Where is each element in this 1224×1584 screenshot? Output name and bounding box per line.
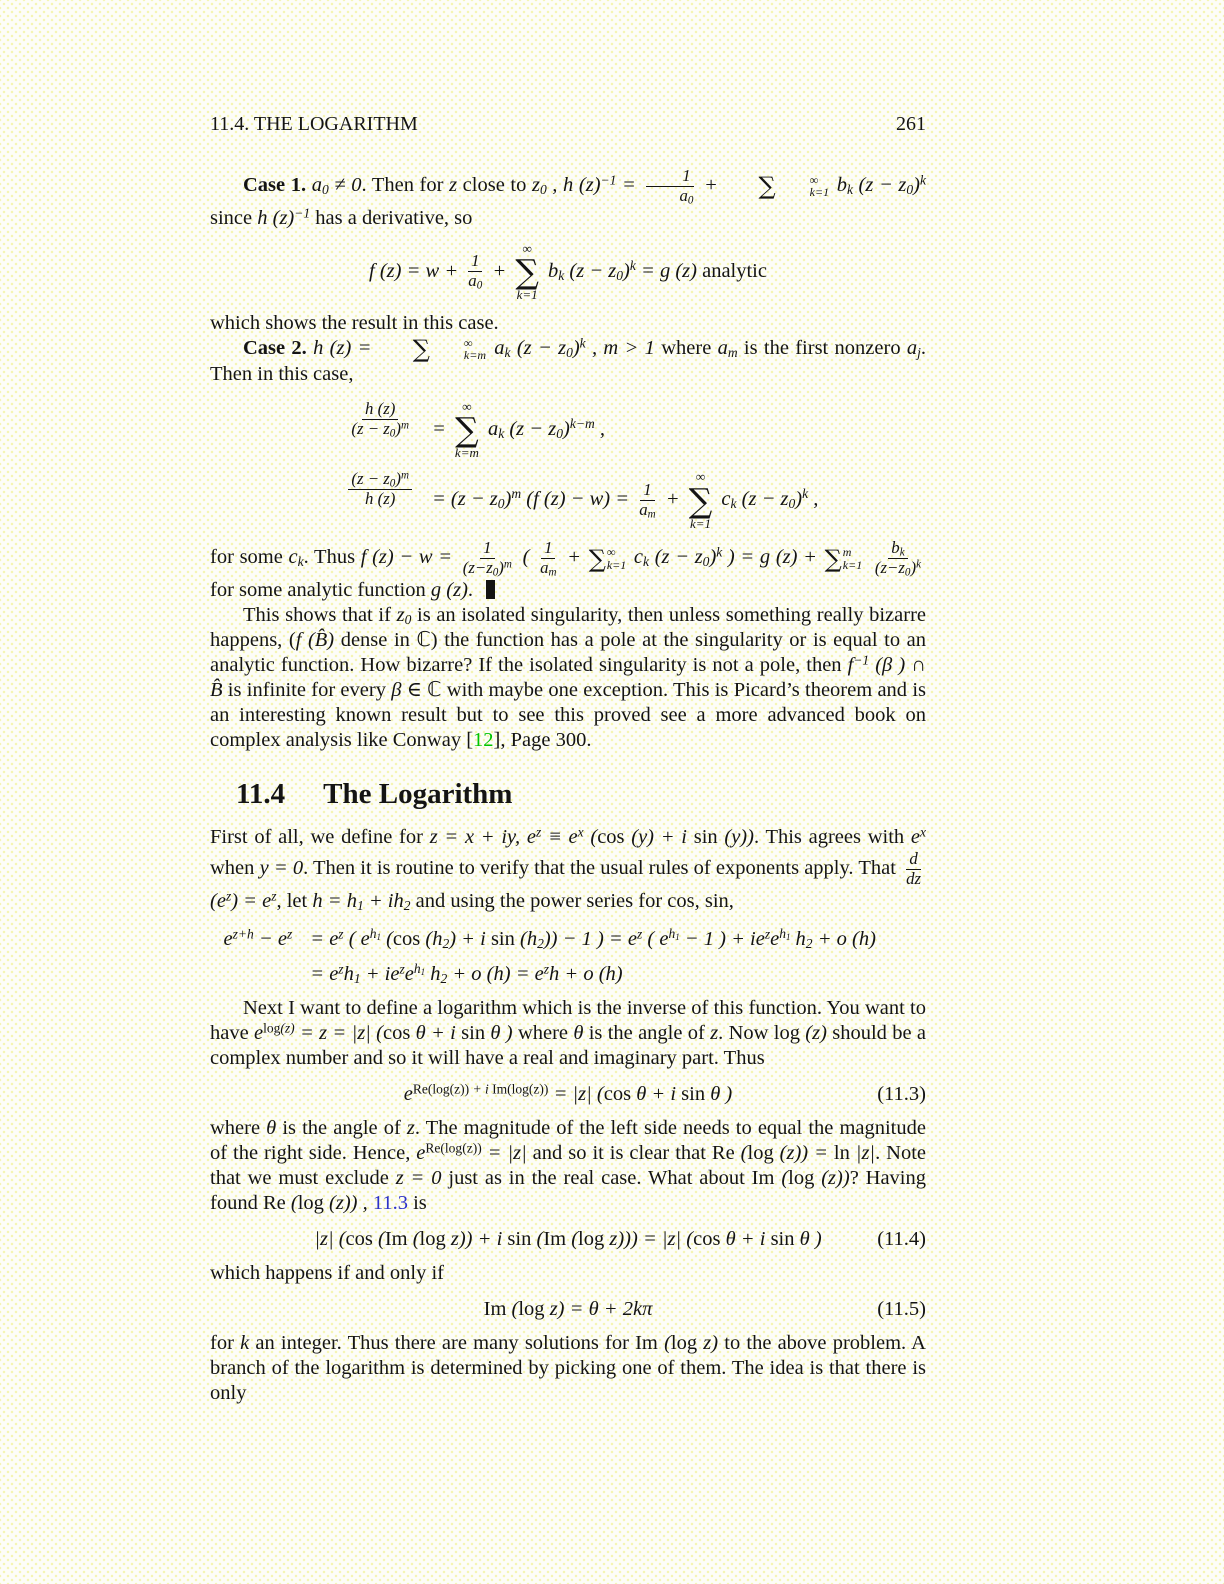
inline-math: $h = h_1 + ih_2$: [312, 889, 411, 913]
display-equation: |z| (cos (Im (log z)) + i sin (Im (log z))) = |z| (cos θ + i sin θ ) (11.4): [314, 1227, 926, 1250]
fraction: $\frac{b_k}{(z-z_0)^k}$: [874, 538, 921, 579]
citation-link[interactable]: 12: [473, 729, 494, 752]
inline-math: $a_j$: [906, 336, 921, 360]
paragraph: Case 1. $a_0 \ne 0$. Then for z close to $z_0$ , h $(z)^{-1}$ = $\frac{1}{a_0}$ + ∑ ∞ k=1 $b_k$ $(z - z_0)^k$ since h $(z)^{-1}$ has a derivative, so: [210, 166, 926, 229]
inline-math: f (B̂): [295, 629, 335, 652]
summation-inline: ∑ ∞ k=m: [412, 335, 486, 364]
inline-math: θ: [266, 1116, 277, 1139]
running-header-title: 11.4. THE LOGARITHM: [210, 113, 418, 135]
inline-math: z: [449, 174, 458, 197]
end-of-proof-marker: [486, 580, 495, 599]
paragraph: This shows that if $z_0$ is an isolated singularity, then unless something really bizarre happens, (f (B̂) dense in ℂ) the function has a pole at the singularity or is equal to an analytic function. How bizarre? If the isolated singularity is not a pole, then $f^{-1}$ (β ) ∩ B̂ is infinite for every β ∈ ℂ with maybe one exception. This is Picard’s theorem and is an interesting known result but to see this proved see a more advanced book on complex analysis like Conway [12], Page 300.: [210, 604, 927, 752]
display-equation: f (z) = w + $\frac{1}{a_0}$ + ∞ ∑ k=1 $b_k$ $(z - z_0)^k = g$ (z) analytic: [369, 240, 767, 303]
inline-math: Re (log (z)) = ln |z|: [711, 1141, 876, 1164]
display-equation: $e^{Re(log(z)) + i Im(log(z))} = |z|$ (cos θ + i sin θ ) (11.3): [403, 1080, 926, 1105]
running-header: [210, 112, 926, 137]
inline-math: k: [240, 1331, 250, 1354]
citation-link[interactable]: 11.3: [372, 1191, 408, 1214]
inline-math: $\frac{d}{dz}$ $(e^z) = e^z$: [210, 857, 926, 912]
paragraph: Case 2. h (z) = ∑ ∞ k=m $a_k$ $(z - z_0)^k$ , m > 1 where $a_m$ is the first nonzero $a_j$. Then in this case,: [210, 335, 927, 385]
page-content: [210, 112, 926, 1406]
paragraph: where θ is the angle of z. The magnitude of the left side needs to equal the magnitude of the right side. Hence, $e^{Re(log(z))} = |z|$ and so it is clear that Re (log (z)) = ln |z|. Note that we must exclude z = 0 just as in the real case. What about Im (log (z))? Having found Re (log (z)) , 11.3 is: [210, 1116, 927, 1214]
inline-math: $e^x$: [910, 824, 926, 849]
inline-math: $e^{log(z)} = z = |z|$ (cos θ + i sin θ ): [254, 1019, 513, 1044]
paragraph: which shows the result in this case.: [210, 311, 499, 334]
equation-number: (11.4): [877, 1227, 926, 1250]
fraction: $\frac{1}{a_0}$: [468, 251, 483, 292]
inline-math: θ: [573, 1021, 584, 1044]
inline-math: log (z): [773, 1021, 827, 1044]
fraction: $\frac{h (z)}{(z - z_0)^m}$: [351, 398, 409, 440]
equation-number: (11.5): [877, 1297, 926, 1320]
inline-math: $c_k$: [288, 546, 304, 570]
inline-math: z: [710, 1021, 719, 1044]
fraction: $\frac{1}{(z-z_0)^m}$: [462, 538, 512, 579]
inline-math: cos, sin: [667, 889, 729, 912]
inline-math: $e^{Re(log(z))} = |z|$: [416, 1139, 527, 1164]
summation-inline: ∑ ∞ k=1: [758, 172, 830, 201]
inline-math: $f^{-1}$ (β ) ∩ B̂: [210, 652, 926, 702]
inline-math: g (z): [430, 579, 468, 602]
section-title: The Logarithm: [323, 778, 513, 811]
summation-inline: ∑ ∞ k=1: [588, 544, 627, 573]
fraction: $\frac{1}{a_0}$: [644, 167, 697, 206]
inline-math: β ∈ ℂ: [391, 679, 442, 702]
inline-math: $a_m$: [717, 336, 738, 360]
aligned-equations: $e^{z+h} - e^z$ = $e^z$ ( $e^{h_1}$ (cos $(h_2) + i$ $\sin (h_2)) - 1$ ) = $e^z$ ( $e^{h_1} - 1$ ) + $ie^ze^{h_1}$ $h_2 + o$ (h) = $e^zh_1 + ie^ze^{h_1}$ $h_2 + o$ $(h) = e^zh + o$ (h): [223, 925, 876, 986]
inline-math: z: [406, 1116, 415, 1139]
display-equation: Im (log z) = θ + 2kπ (11.5): [483, 1297, 926, 1320]
fraction: $\frac{d}{dz}$: [906, 849, 922, 888]
equation-number: (11.3): [877, 1082, 926, 1105]
section-number: 11.4: [236, 778, 286, 811]
paragraph: for k an integer. Thus there are many solutions for Im (log z) to the above problem. A branch of the logarithm is determined by picking one of them. The idea is that there is only: [210, 1331, 926, 1404]
fraction: $\frac{1}{a_m}$: [639, 479, 656, 521]
inline-math: Im (log z): [635, 1331, 719, 1354]
summation: ∞ ∑ k=m: [454, 398, 479, 461]
summation: ∞ ∑ k=1: [688, 469, 713, 531]
fraction: $\frac{(z - z_0)^m}{h (z)}$: [348, 470, 412, 509]
inline-math: Re (log (z)) ,: [262, 1191, 368, 1214]
inline-math: ℂ: [416, 629, 431, 652]
inline-math: $a_0 \ne 0$: [311, 174, 362, 197]
summation-inline: ∑ m k=1: [824, 544, 863, 573]
inline-math: f (z) − w = $\frac{1}{(z-z_0)^m}$ ( $\frac{1}{a_m}$ + ∑ ∞ k=1 $c_k$ $(z - z_0)^k$ ) = g (z) + ∑ m k=1 $\frac{b_k}{(z-z_0)^k}$: [361, 546, 926, 568]
paragraph: Next I want to define a logarithm which is the inverse of this function. You want to have $e^{log(z)} = z = |z|$ (cos θ + i sin θ ) where θ is the angle of z. Now log (z) should be a complex number and so it will have a real and imaginary part. Thus: [210, 996, 926, 1069]
section-heading: [210, 777, 926, 811]
inline-math: $z_0$ , h $(z)^{-1}$ = $\frac{1}{a_0}$ + ∑ ∞ k=1 $b_k$ $(z - z_0)^k$: [531, 166, 926, 207]
inline-math: h $(z)^{-1}$: [257, 204, 311, 229]
inline-math: z = 0: [395, 1166, 442, 1189]
inline-math: Im (log (z)): [751, 1166, 850, 1189]
summation: ∞ ∑ k=1: [515, 240, 539, 303]
paragraph: which happens if and only if: [210, 1261, 444, 1284]
fraction: $\frac{1}{a_m}$: [540, 538, 557, 579]
inline-math: h (z) = ∑ ∞ k=m $a_k$ $(z - z_0)^k$ , m > 1: [313, 335, 655, 364]
paragraph: First of all, we define for z = x + iy, $e^z \equiv e^x$ (cos (y) + i sin (y)). This agrees with $e^x$ when y = 0. Then it is routine to verify that the usual rules of exponents apply. That $\frac{d}{dz}$ $(e^z) = e^z$, let $h = h_1 + ih_2$ and using the power series for cos, sin,: [210, 824, 926, 913]
inline-math: z = x + iy, $e^z \equiv e^x$ (cos (y) + i sin (y)): [429, 824, 754, 849]
inline-math: y = 0: [259, 857, 304, 880]
inline-math: $z_0$: [396, 604, 412, 628]
aligned-equations: $\frac{h (z)}{(z - z_0)^m}$ = ∞ ∑ k=m $a_k$ $(z - z_0)^{k-m}$ , $\frac{(z - z_0)^m}{h (z)}$ = $(z - z_0)^m$ (f (z) − w) = $\frac{1}{a_m}$ + ∞ ∑ k=1 $c_k$ $(z - z_0)^k$ ,: [210, 400, 926, 531]
paragraph: for some $c_k$. Thus f (z) − w = $\frac{1}{(z-z_0)^m}$ ( $\frac{1}{a_m}$ + ∑ ∞ k=1 $c_k$ $(z - z_0)^k$ ) = g (z) + ∑ m k=1 $\frac{b_k}{(z-z_0)^k}$ for some analytic function g (z).: [210, 539, 926, 603]
page-number: 261: [896, 113, 926, 135]
